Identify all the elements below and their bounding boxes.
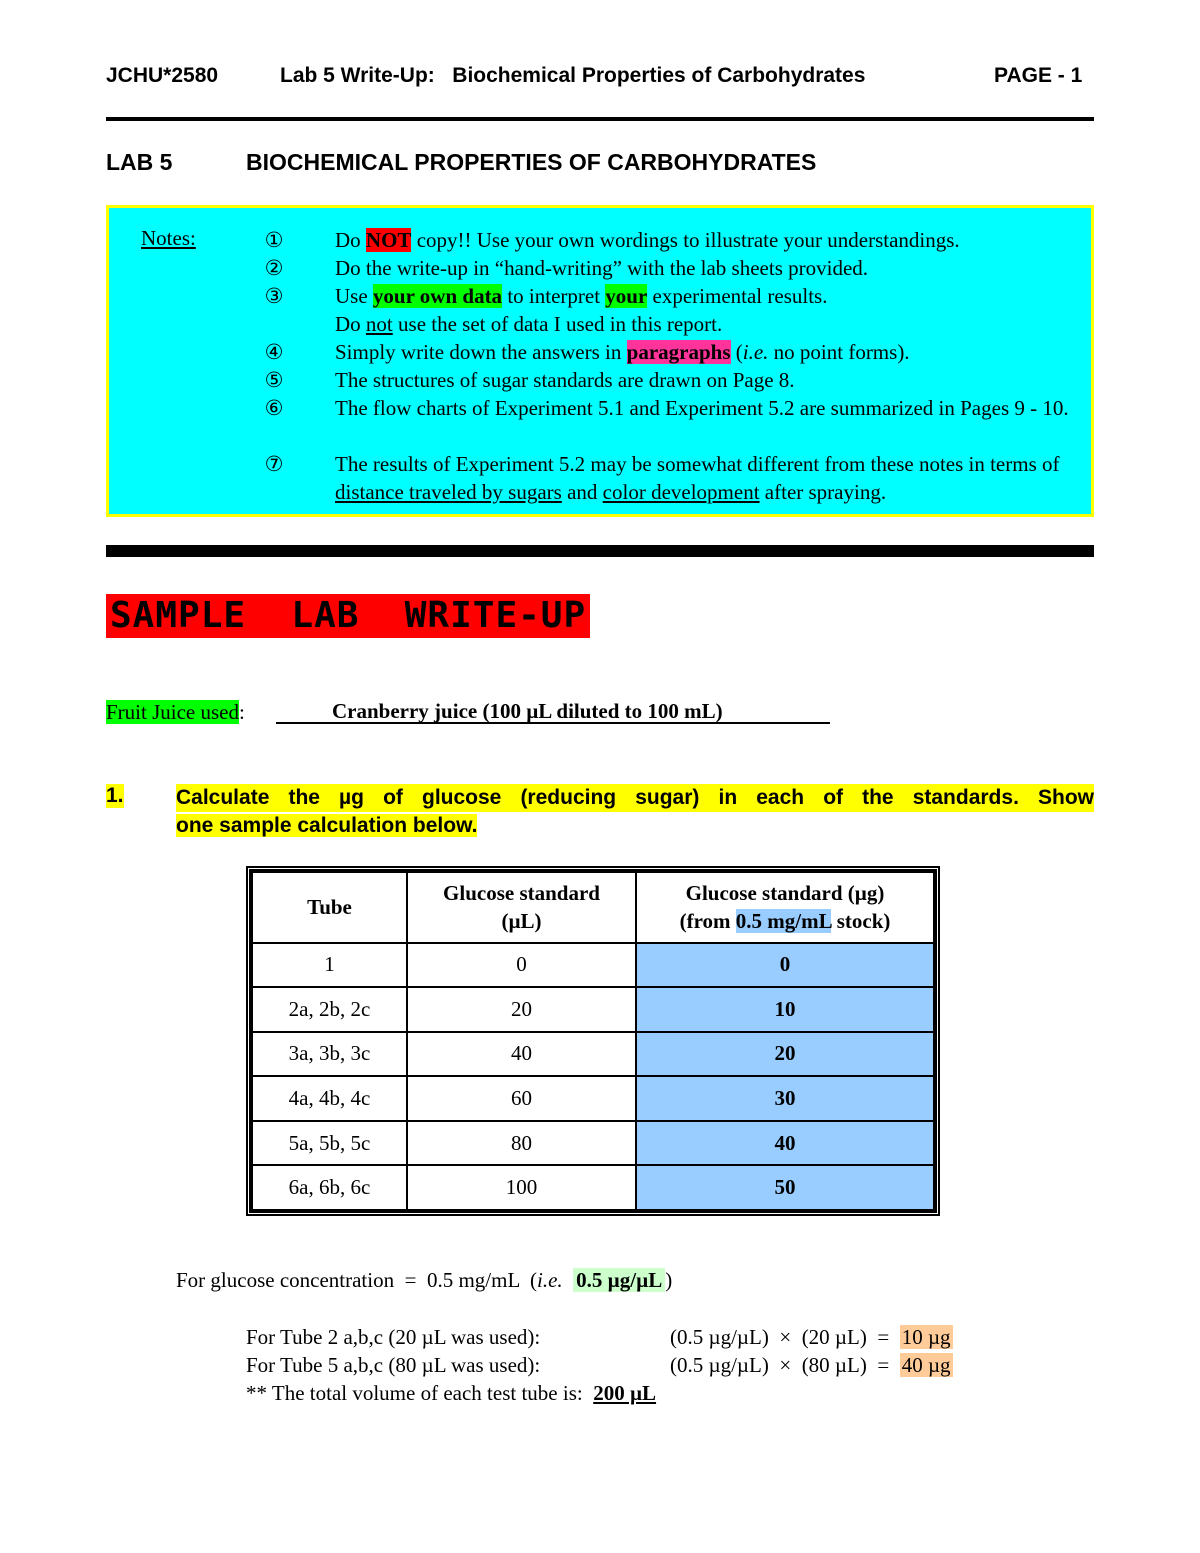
document-title: Lab 5 Write-Up: Biochemical Properties of Carbohydrates (280, 64, 866, 87)
notes-label: Notes: (141, 226, 196, 250)
table-row: 6a, 6b, 6c 100 50 (252, 1165, 934, 1210)
page-number: PAGE - 1 (994, 64, 1083, 87)
header-standard-ug: Glucose standard (µg) (from 0.5 mg/mL stock) (636, 872, 934, 943)
header-standard-ul: Glucose standard (µL) (407, 872, 636, 943)
table-row: 3a, 3b, 3c 40 20 (252, 1032, 934, 1077)
table-row: 5a, 5b, 5c 80 40 (252, 1121, 934, 1166)
table-row: 4a, 4b, 4c 60 30 (252, 1076, 934, 1121)
note-number: ⑥ (264, 396, 284, 420)
note-number: ② (264, 256, 284, 280)
header-rule (106, 117, 1094, 121)
section-divider (106, 545, 1094, 557)
lab-name: BIOCHEMICAL PROPERTIES OF CARBOHYDRATES (246, 149, 817, 175)
note-number: ⑤ (264, 368, 284, 392)
question-text: Calculate the µg of glucose (reducing sugar) in each of the standards. Show one sample calculation below. (176, 786, 1094, 837)
course-code: JCHU*2580 (106, 64, 219, 87)
lab-number: LAB 5 (106, 149, 173, 175)
glucose-standards-table (246, 866, 940, 1216)
note-number: ③ (264, 284, 284, 308)
total-volume-note: ** The total volume of each test tube is: 200 µL (246, 1381, 657, 1405)
note-number: ④ (264, 340, 284, 364)
table-header-row (252, 872, 934, 943)
fruit-juice-value: Cranberry juice (100 µL diluted to 100 mL) (276, 700, 830, 724)
table-row: 2a, 2b, 2c 20 10 (252, 987, 934, 1032)
calc-row-tube-5: For Tube 5 a,b,c (80 µL was used): (0.5 µg/µL) × (80 µL) = 40 µg (246, 1353, 951, 1377)
header-tube: Tube (252, 872, 407, 943)
note-number: ⑦ (264, 452, 284, 476)
calc-row-tube-2: For Tube 2 a,b,c (20 µL was used): (0.5 µg/µL) × (20 µL) = 10 µg (246, 1325, 951, 1349)
notes-box: Notes: ① Do NOT copy!! Use your own wordings to illustrate your understandings. ② Do the write-up in “hand-writing” with the lab sheets provided. ③ Use your own data to interpret your experimental results. Do not use the set of data I used in this report. ④ Simply write down the answers in paragraphs (i.e. no point forms). ⑤ The structures of sugar standards are drawn on Page 8. ⑥ The flow charts of Experiment 5.1 and Experiment 5.2 are summarized in Pages 9 - 10. ⑦ The results of Experiment 5.2 may be somewhat different from these notes in terms of distance traveled by sugars and color development after spraying. (106, 205, 1094, 517)
note-number: ① (264, 228, 284, 252)
concentration-statement: For glucose concentration = 0.5 mg/mL (i.e. 0.5 µg/µL ) (176, 1268, 673, 1292)
sample-heading: SAMPLE LAB WRITE-UP (106, 594, 590, 638)
table-row: 1 0 0 (252, 943, 934, 988)
not-highlight: NOT (365, 228, 412, 252)
fruit-juice-label: Fruit Juice used: (106, 700, 245, 724)
question-number: 1. (106, 784, 124, 807)
